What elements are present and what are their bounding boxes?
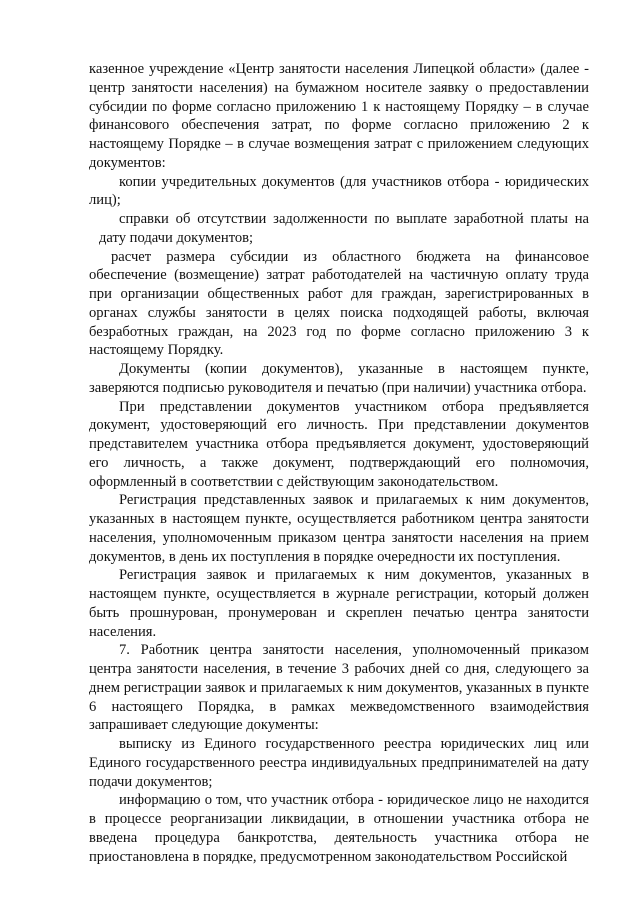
document-page [89, 60, 589, 866]
paragraph-registration-journal: Регистрация заявок и прилагаемых к ним документов, указанных в настоящем пункте, осуществляется в журнале регистрации, который должен быть прошнурован, пронумерован и скреплен печатью центра занятости населения. [89, 567, 589, 640]
paragraph-identity-presentation: При представлении документов участником отбора предъявляется документ, удостоверяющий его личность. При представлении документов представителем участника отбора предъявляется документ, удостоверяющий его личность, а также документ, подтверждающий его полномочия, оформленный в соответствии с действующим законодательством. [89, 398, 589, 490]
list-item-salary-debt-certificate: справки об отсутствии задолженности по выплате заработной платы на дату подачи документов; [99, 211, 589, 246]
list-item-subsidy-calculation: расчет размера субсидии из областного бюджета на финансовое обеспечение (возмещение) затрат работодателей на частичную оплату труда при организации общественных работ для граждан, зарегистрированных в органах службы занятости в целях поиска подходящей работы, включая безработных граждан, на 2023 год по форме согласно приложению 3 к настоящему Порядку. [89, 248, 589, 359]
paragraph-registration-of-applications: Регистрация представленных заявок и прилагаемых к ним документов, указанных в настоящем пункте, осуществляется работником центра занятости населения, уполномоченным приказом центра занятости населения на прием документов, в день их поступления в порядке очередности их поступления. [89, 492, 589, 565]
list-item-registry-extract: выписку из Единого государственного реестра юридических лиц или Единого государственного реестра индивидуальных предпринимателей на дату подачи документов; [89, 736, 589, 790]
paragraph-documents-certification: Документы (копии документов), указанные в настоящем пункте, заверяются подписью руководителя и печатью (при наличии) участника отбора. [89, 361, 589, 396]
list-item-founding-documents: копии учредительных документов (для участников отбора - юридических лиц); [89, 173, 589, 209]
paragraph-item-7: 7. Работник центра занятости населения, уполномоченный приказом центра занятости населения, в течение 3 рабочих дней со дня, следующего за днем регистрации заявок и прилагаемых к ним документов, указанных в пункте 6 настоящего Порядка, в рамках межведомственного взаимодействия запрашивает следующие документы: [89, 642, 589, 734]
list-item-reorganization-info: информацию о том, что участник отбора - юридическое лицо не находится в процессе реорганизации ликвидации, в отношении участника отбора не введена процедура банкротства, деятельность участника отбора не приостановлена в порядке, предусмотренном законодательством Российской [89, 792, 589, 865]
paragraph-continuation: казенное учреждение «Центр занятости населения Липецкой области» (далее - центр занятости населения) на бумажном носителе заявку о предоставлении субсидии по форме согласно приложению 1 к настоящему Порядку – в случае финансового обеспечения затрат, по форме согласно приложению 2 к настоящему Порядке – в случае возмещения затрат с приложением следующих документов: [89, 61, 589, 171]
